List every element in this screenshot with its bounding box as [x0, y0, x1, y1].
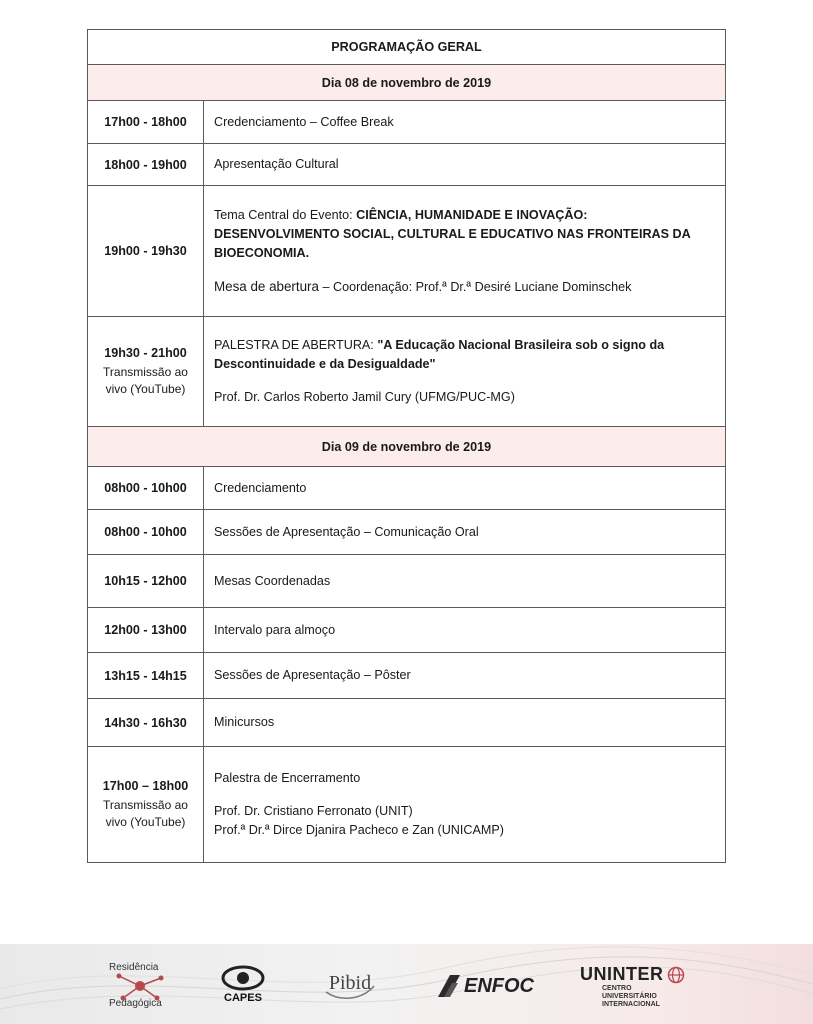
closing-talk: Palestra de Encerramento — [214, 771, 361, 785]
theme-text: CIÊNCIA, HUMANIDADE E INOVAÇÃO: DESENVOLVIMENTO SOCIAL, CULTURAL E EDUCATIVO NAS FRONTEIRAS DA BIOECONOMIA. — [214, 207, 691, 260]
eye-icon — [220, 964, 266, 992]
description-cell: Minicursos — [204, 699, 726, 747]
table-row — [88, 467, 726, 510]
theme-label: Tema Central do Evento: — [214, 207, 357, 222]
day-header-row — [88, 65, 726, 101]
table-row — [88, 555, 726, 608]
opening-panel-label: Mesa de abertura — [214, 278, 319, 294]
residencia-pedagogica-logo — [105, 962, 175, 1010]
description-cell: Sessões de Apresentação – Comunicação Oral — [204, 510, 726, 555]
wing-icon — [436, 973, 462, 999]
opening-panel — [214, 277, 725, 297]
table-row — [88, 653, 726, 699]
talk-label: PALESTRA DE ABERTURA: — [214, 338, 378, 352]
table-row — [88, 608, 726, 653]
description-cell: Mesas Coordenadas — [204, 555, 726, 608]
time-cell: 19h00 - 19h30 — [88, 186, 204, 317]
residencia-text: Residência — [109, 962, 159, 973]
livestream-note: Transmissão ao vivo (YouTube) — [103, 364, 188, 396]
pibid-text: Pibid — [328, 971, 372, 994]
description-cell: Credenciamento — [204, 467, 726, 510]
time-cell: 12h00 - 13h00 — [88, 608, 204, 653]
speaker: Prof. Dr. Cristiano Ferronato (UNIT) — [214, 804, 413, 818]
description-cell — [204, 747, 726, 863]
pibid-logo — [322, 966, 378, 1000]
livestream-note: Transmissão ao vivo (YouTube) — [103, 797, 188, 829]
description-cell: Intervalo para almoço — [204, 608, 726, 653]
uninter-text: UNINTER — [580, 964, 664, 984]
time-cell: 18h00 - 19h00 — [88, 144, 204, 186]
schedule-table — [87, 29, 726, 863]
pedagogica-text: Pedagógica — [109, 998, 162, 1009]
globe-icon — [667, 966, 685, 984]
table-header-row — [88, 30, 726, 65]
table-row — [88, 101, 726, 144]
description-cell: Sessões de Apresentação – Pôster — [204, 653, 726, 699]
uninter-subtitle-1: CENTRO — [602, 985, 632, 992]
uninter-subtitle-2: UNIVERSITÁRIO — [602, 993, 657, 1000]
opening-talk — [214, 336, 725, 374]
speaker: Prof.ª Dr.ª Dirce Djanira Pacheco e Zan (UNICAMP) — [214, 823, 504, 837]
time-cell — [88, 747, 204, 863]
opening-panel-coordination: – Coordenação: Prof.ª Dr.ª Desiré Luciane Dominschek — [318, 279, 632, 294]
talk-title: "A Educação Nacional Brasileira sob o signo da Descontinuidade e da Desigualdade" — [214, 338, 665, 371]
time-cell: 10h15 - 12h00 — [88, 555, 204, 608]
time-text: 19h30 - 21h00 — [104, 345, 187, 360]
time-text: 17h00 – 18h00 — [102, 778, 189, 793]
day-2-title: Dia 09 de novembro de 2019 — [88, 427, 726, 467]
uninter-logo — [580, 964, 692, 1010]
description-cell: Apresentação Cultural — [204, 144, 726, 186]
enfoc-logo — [436, 972, 544, 1000]
speaker: Prof. Dr. Carlos Roberto Jamil Cury (UFMG/PUC-MG) — [214, 390, 515, 404]
day-1-title: Dia 08 de novembro de 2019 — [88, 65, 726, 101]
time-cell: 13h15 - 14h15 — [88, 653, 204, 699]
description-cell — [204, 317, 726, 427]
capes-text: CAPES — [224, 992, 262, 1004]
table-row — [88, 510, 726, 555]
table-row — [88, 747, 726, 863]
table-row — [88, 144, 726, 186]
table-row — [88, 186, 726, 317]
sponsor-footer — [0, 944, 813, 1024]
capes-logo — [218, 964, 268, 1008]
enfoc-text: ENFOC — [464, 974, 534, 997]
description-cell — [204, 186, 726, 317]
time-cell — [88, 317, 204, 427]
time-cell: 08h00 - 10h00 — [88, 467, 204, 510]
theme-paragraph — [214, 206, 725, 263]
time-cell: 08h00 - 10h00 — [88, 510, 204, 555]
table-row — [88, 699, 726, 747]
description-cell: Credenciamento – Coffee Break — [204, 101, 726, 144]
time-cell: 14h30 - 16h30 — [88, 699, 204, 747]
uninter-subtitle-3: INTERNACIONAL — [602, 1001, 660, 1008]
time-cell: 17h00 - 18h00 — [88, 101, 204, 144]
page-title: PROGRAMAÇÃO GERAL — [88, 30, 726, 65]
day-header-row — [88, 427, 726, 467]
table-row — [88, 317, 726, 427]
